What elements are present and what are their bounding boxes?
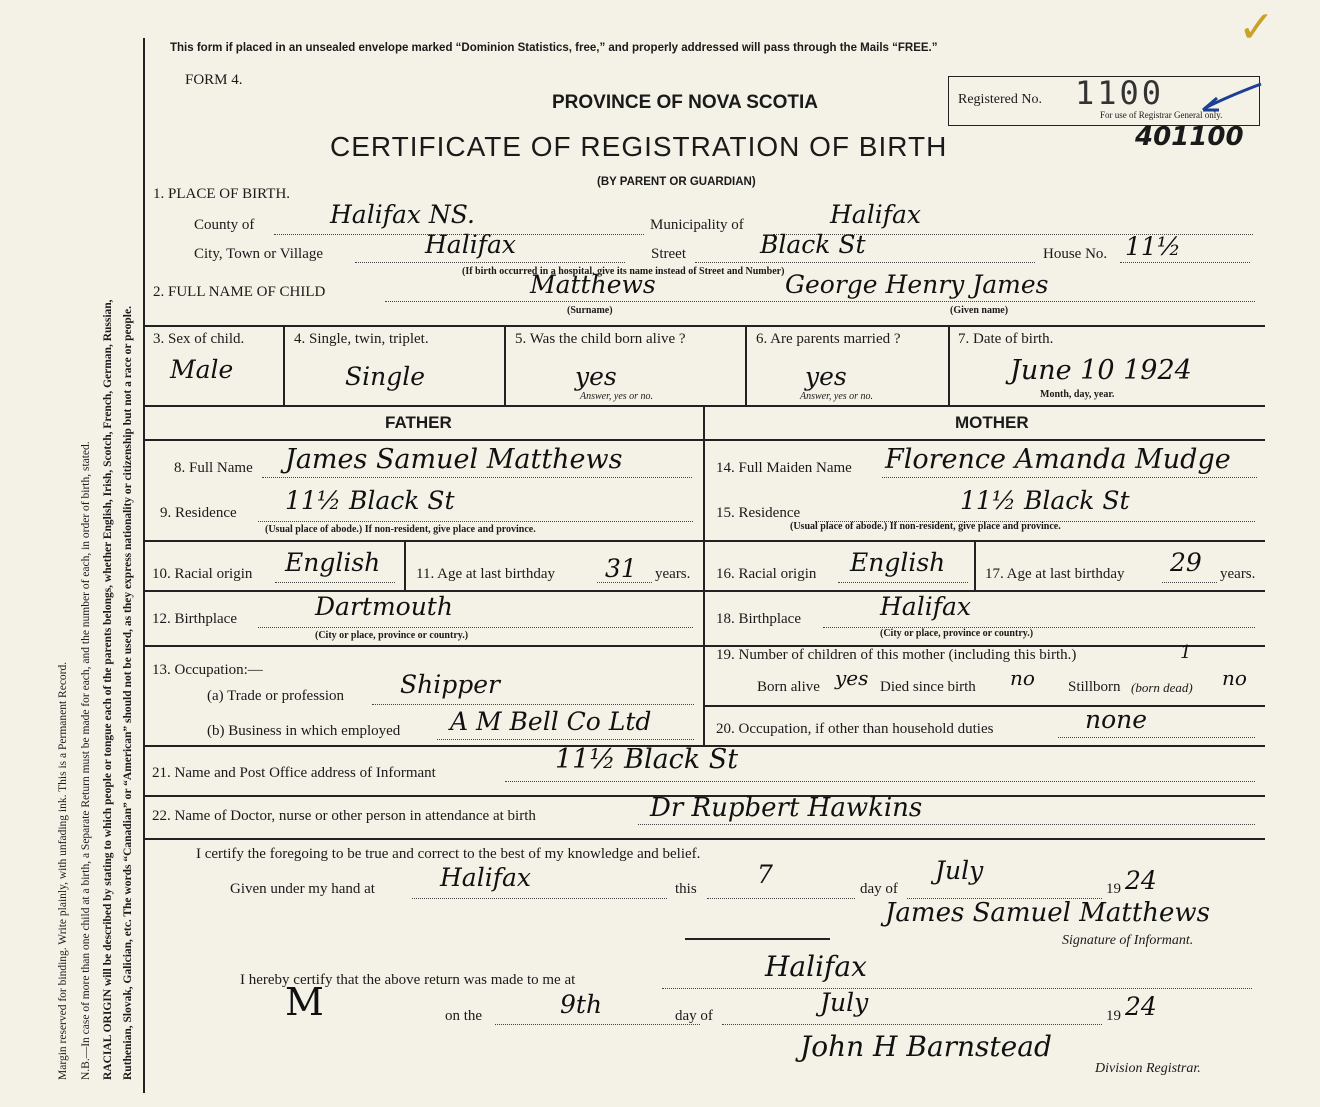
doctor-value: Dr Rupbert Hawkins bbox=[650, 793, 923, 823]
mother-race-label: 16. Racial origin bbox=[716, 566, 817, 582]
informant-signature-caption: Signature of Informant. bbox=[1062, 933, 1194, 948]
margin-note-multiple-births: N.B.—In case of more than one child at a birth, a Separate Return must be made for each, and the number of each, in order of birth, stated. bbox=[80, 441, 92, 1080]
father-trade-value: Shipper bbox=[400, 670, 500, 699]
married-value: yes bbox=[805, 362, 847, 391]
informant-label: 21. Name and Post Office address of Informant bbox=[152, 765, 436, 781]
registered-number: 1100 bbox=[1075, 74, 1165, 112]
date-of-birth-caption: Month, day, year. bbox=[1040, 389, 1115, 400]
mother-birthplace-caption: (City or place, province or country.) bbox=[880, 628, 1034, 639]
given-under-label: Given under my hand at bbox=[230, 881, 375, 897]
child-name-label: 2. FULL NAME OF CHILD bbox=[153, 284, 326, 300]
form-left-border bbox=[143, 38, 145, 1093]
place-of-birth-label: 1. PLACE OF BIRTH. bbox=[153, 186, 291, 202]
stillborn-label: Stillborn bbox=[1068, 679, 1121, 695]
mother-children-label: 19. Number of children of this mother (including this birth.) bbox=[716, 647, 1077, 663]
mother-residence-caption: (Usual place of abode.) If non-resident, give place and province. bbox=[790, 521, 1061, 532]
date-of-birth-value: June 10 1924 bbox=[1010, 355, 1192, 386]
given-day-of-label: day of bbox=[860, 881, 898, 897]
mother-occupation-label: 20. Occupation, if other than household duties bbox=[716, 721, 994, 737]
father-business-value: A M Bell Co Ltd bbox=[450, 707, 652, 736]
father-name-label: 8. Full Name bbox=[174, 460, 253, 476]
mother-residence-value: 11½ Black St bbox=[960, 486, 1130, 515]
margin-note-permanent-record: Margin reserved for binding. Write plainly, with unfading ink. This is a Permanent Record. bbox=[57, 661, 69, 1080]
died-since-birth-label: Died since birth bbox=[880, 679, 976, 695]
city-value: Halifax bbox=[425, 230, 516, 259]
given-place-value: Halifax bbox=[440, 863, 531, 892]
mother-birthplace-label: 18. Birthplace bbox=[716, 611, 801, 627]
father-occupation-label: 13. Occupation:— bbox=[152, 662, 263, 678]
form-number: FORM 4. bbox=[185, 72, 243, 88]
father-age-value: 31 bbox=[605, 554, 637, 583]
born-alive-count-value: yes bbox=[835, 666, 869, 690]
sex-label: 3. Sex of child. bbox=[153, 331, 245, 347]
surname-caption: (Surname) bbox=[567, 305, 613, 316]
arrow-icon bbox=[1195, 78, 1265, 118]
registrar-signature: John H Barnstead bbox=[800, 1030, 1052, 1063]
municipality-label: Municipality of bbox=[650, 217, 744, 233]
mother-name-value: Florence Amanda Mudge bbox=[885, 444, 1231, 475]
father-age-unit: years. bbox=[655, 566, 691, 582]
plurality-label: 4. Single, twin, triplet. bbox=[294, 331, 429, 347]
county-label: County of bbox=[194, 217, 255, 233]
stamped-number: 401100 bbox=[1135, 122, 1244, 152]
father-name-value: James Samuel Matthews bbox=[285, 444, 623, 475]
registrar-day-of-label: day of bbox=[675, 1008, 713, 1024]
margin-note-nationality: Ruthenian, Slovak, Galician, etc. The words “Canadian” or “American” should not be used, as they express nationality or citizenship but not a race or people. bbox=[122, 306, 134, 1080]
mother-occupation-value: none bbox=[1085, 705, 1148, 734]
born-alive-count-label: Born alive bbox=[757, 679, 820, 695]
given-month-value: July bbox=[935, 856, 984, 885]
father-residence-caption: (Usual place of abode.) If non-resident, give place and province. bbox=[265, 524, 536, 535]
registrar-use-note: For use of Registrar General only. bbox=[1100, 110, 1223, 120]
father-birthplace-label: 12. Birthplace bbox=[152, 611, 237, 627]
given-name-caption: (Given name) bbox=[950, 305, 1009, 316]
registrar-year-prefix: 19 bbox=[1106, 1008, 1121, 1024]
married-label: 6. Are parents married ? bbox=[756, 331, 901, 347]
given-day-value: 7 bbox=[757, 860, 773, 889]
mother-age-unit: years. bbox=[1220, 566, 1256, 582]
margin-note-racial-origin: RACIAL ORIGIN will be described by stating to which people or tongue each of the parents belongs, whether English, Irish, Scotch, French, German, Russian, bbox=[102, 299, 114, 1080]
registrar-place-value: Halifax bbox=[765, 950, 867, 983]
certificate-title: CERTIFICATE OF REGISTRATION OF BIRTH bbox=[330, 131, 948, 162]
stillborn-caption: (born dead) bbox=[1131, 680, 1193, 695]
on-the-label: on the bbox=[445, 1008, 483, 1024]
hospital-note: (If birth occurred in a hospital, give its name instead of Street and Number) bbox=[462, 266, 785, 277]
father-trade-label: (a) Trade or profession bbox=[207, 688, 345, 704]
this-label: this bbox=[675, 881, 697, 897]
father-heading: FATHER bbox=[385, 413, 452, 432]
registrar-initials: M bbox=[285, 980, 324, 1024]
street-value: Black St bbox=[760, 230, 866, 259]
doctor-label: 22. Name of Doctor, nurse or other person in attendance at birth bbox=[152, 808, 536, 824]
date-of-birth-label: 7. Date of birth. bbox=[958, 331, 1054, 347]
father-birthplace-value: Dartmouth bbox=[315, 592, 453, 621]
father-residence-label: 9. Residence bbox=[160, 505, 237, 521]
given-year-prefix: 19 bbox=[1106, 881, 1121, 897]
city-label: City, Town or Village bbox=[194, 246, 324, 262]
mother-age-value: 29 bbox=[1170, 548, 1202, 577]
informant-value: 11½ Black St bbox=[555, 744, 739, 775]
born-alive-caption: Answer, yes or no. bbox=[580, 391, 654, 402]
child-surname: Matthews bbox=[530, 270, 656, 299]
father-race-label: 10. Racial origin bbox=[152, 566, 253, 582]
municipality-value: Halifax bbox=[830, 200, 921, 229]
mother-residence-label: 15. Residence bbox=[716, 505, 801, 521]
informant-signature: James Samuel Matthews bbox=[885, 898, 1210, 928]
registrar-day-value: 9th bbox=[560, 990, 603, 1019]
mother-birthplace-value: Halifax bbox=[880, 592, 971, 621]
mail-notice: This form if placed in an unsealed envelope marked “Dominion Statistics, free,” and properly addressed will pass through the Mails “FREE.” bbox=[170, 42, 938, 54]
mother-children-value: 1 bbox=[1180, 642, 1192, 663]
certification-statement: I certify the foregoing to be true and correct to the best of my knowledge and belief. bbox=[196, 846, 701, 862]
mother-race-value: English bbox=[850, 548, 946, 577]
house-number-label: House No. bbox=[1043, 246, 1108, 262]
father-age-label: 11. Age at last birthday bbox=[416, 566, 555, 582]
given-year-value: 24 bbox=[1125, 866, 1157, 895]
father-birthplace-caption: (City or place, province or country.) bbox=[315, 630, 469, 641]
father-business-label: (b) Business in which employed bbox=[207, 723, 401, 739]
mother-age-label: 17. Age at last birthday bbox=[985, 566, 1125, 582]
province-heading: PROVINCE OF NOVA SCOTIA bbox=[552, 92, 819, 113]
mother-name-label: 14. Full Maiden Name bbox=[716, 460, 852, 476]
born-alive-value: yes bbox=[575, 362, 617, 391]
county-value: Halifax NS. bbox=[330, 200, 475, 229]
certificate-subtitle: (BY PARENT OR GUARDIAN) bbox=[597, 176, 756, 188]
registrar-year-value: 24 bbox=[1125, 992, 1157, 1021]
married-caption: Answer, yes or no. bbox=[800, 391, 874, 402]
father-residence-value: 11½ Black St bbox=[285, 486, 455, 515]
registrar-month-value: July bbox=[820, 988, 869, 1017]
father-race-value: English bbox=[285, 548, 381, 577]
registrar-caption: Division Registrar. bbox=[1095, 1061, 1201, 1076]
sex-value: Male bbox=[170, 355, 234, 384]
registered-label: Registered No. bbox=[958, 92, 1042, 107]
born-alive-label: 5. Was the child born alive ? bbox=[515, 331, 686, 347]
registrar-statement: I hereby certify that the above return was made to me at bbox=[240, 972, 576, 988]
child-given-name: George Henry James bbox=[785, 270, 1049, 299]
check-mark-icon: ✓ bbox=[1238, 3, 1275, 52]
died-since-birth-value: no bbox=[1010, 666, 1035, 690]
street-label: Street bbox=[651, 246, 686, 262]
stillborn-value: no bbox=[1222, 666, 1247, 690]
mother-heading: MOTHER bbox=[955, 413, 1029, 432]
plurality-value: Single bbox=[345, 362, 426, 391]
house-number-value: 11½ bbox=[1125, 232, 1182, 261]
